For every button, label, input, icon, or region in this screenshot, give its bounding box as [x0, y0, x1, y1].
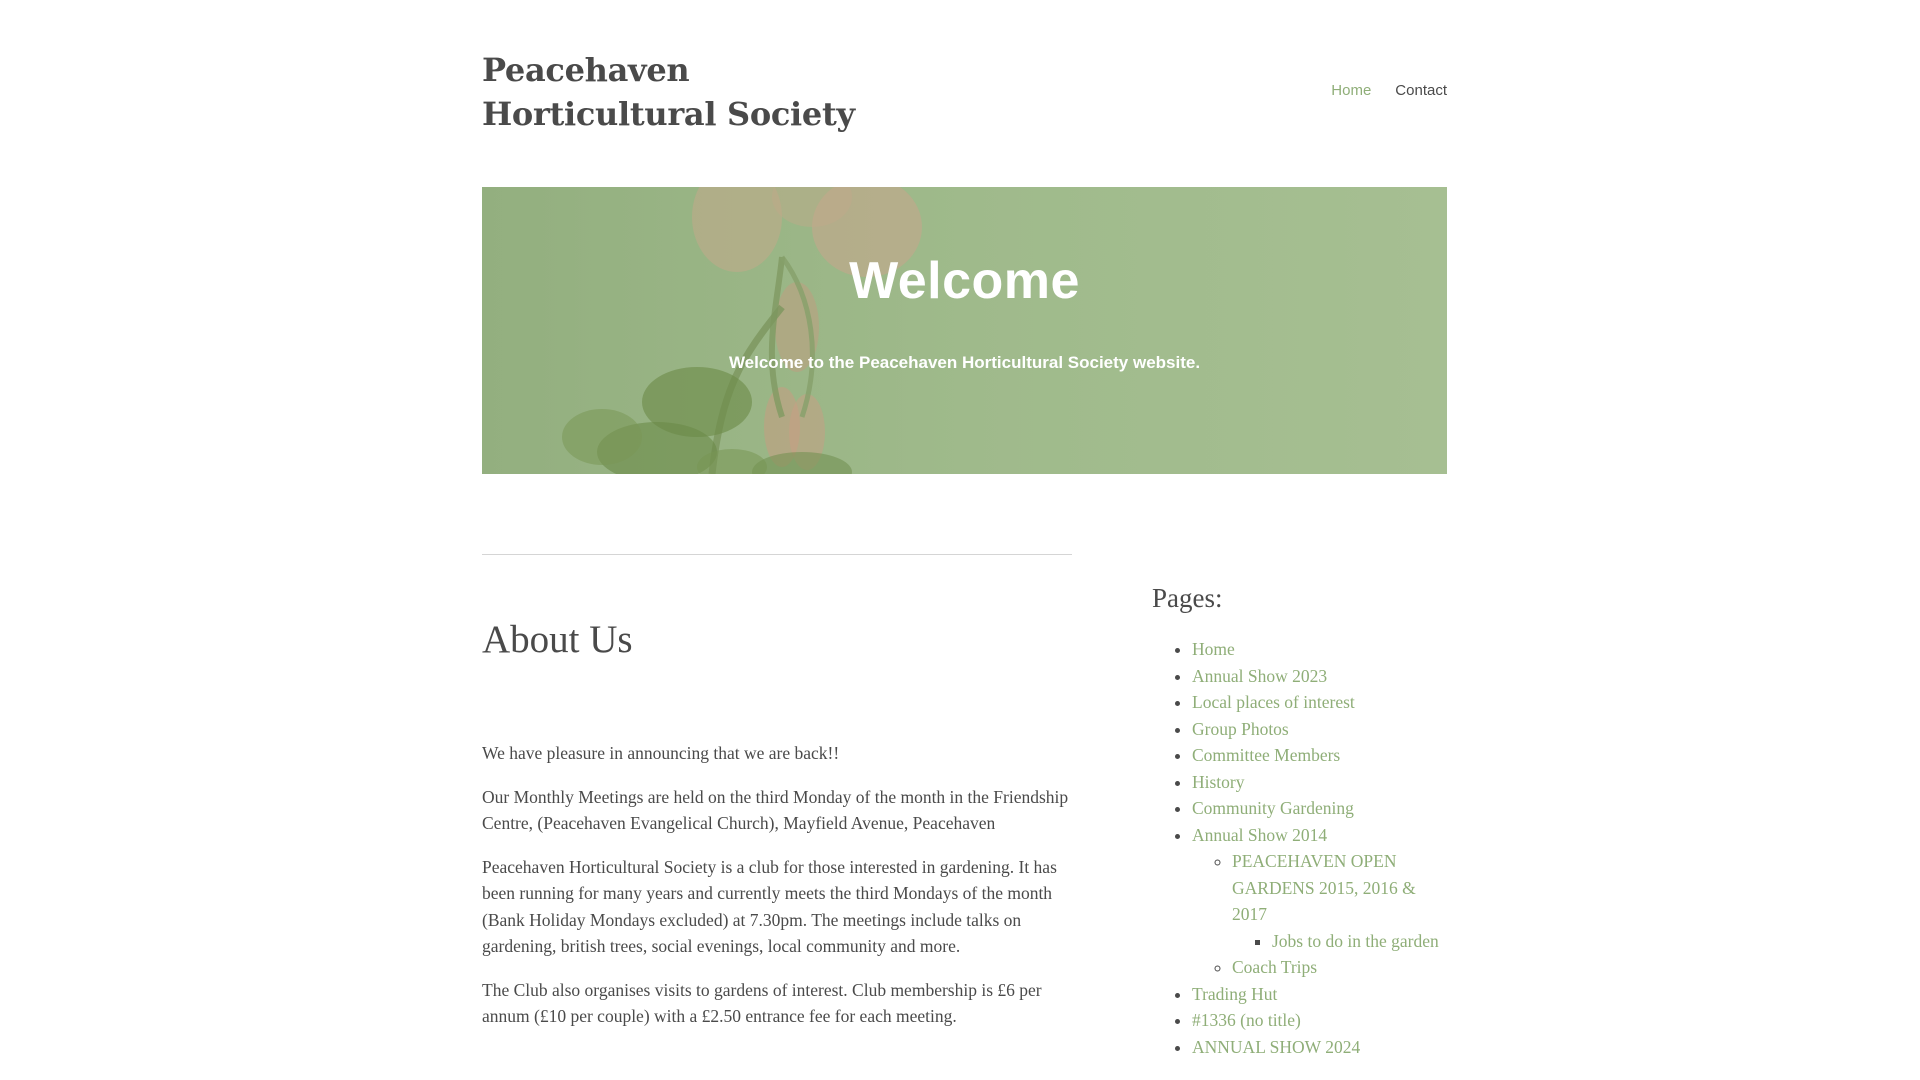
nav-contact-link[interactable]: Contact [1395, 82, 1447, 99]
page-link-community-gardening[interactable]: Community Gardening [1192, 798, 1354, 818]
sidebar-title: Pages: [1152, 583, 1223, 613]
sidebar [1152, 578, 1452, 1060]
paragraph: Our Monthly Meetings are held on the third Monday of the month in the Friendship Centre, (Peacehaven Evangelical Church), Mayfield Avenue, Peacehaven [482, 786, 1069, 833]
pages-sublist [1192, 848, 1452, 981]
page-link-home[interactable]: Home [1192, 639, 1235, 659]
list-item [1192, 1034, 1452, 1061]
list-item [1192, 742, 1452, 769]
hero-subtitle: Welcome to the Peacehaven Horticultural Society website. [728, 353, 1201, 372]
list-item [1232, 954, 1452, 981]
page-link-annual-show-2023[interactable]: Annual Show 2023 [1192, 665, 1328, 686]
page-link-committee-members[interactable]: Committee Members [1192, 745, 1341, 765]
page-link-trading-hut[interactable]: Trading Hut [1192, 983, 1278, 1004]
list-item [1192, 1007, 1452, 1034]
hero-banner [482, 187, 1447, 474]
paragraph: Peacehaven Horticultural Society is a club for those interested in gardening. It has been running for many years and currently meets the third Mondays of the month (Bank Holiday Mondays excluded) at 7.30pm. The meetings include talks on gardening, british trees, social evenings, local community and more. [482, 856, 1057, 956]
page-link-annual-show-2024[interactable]: ANNUAL SHOW 2024 [1192, 1036, 1361, 1057]
page-link-history[interactable]: History [1192, 771, 1245, 792]
pages-list [1152, 636, 1452, 1060]
site-title[interactable] [482, 48, 855, 136]
about-us-body [482, 740, 1072, 1047]
pages-sublist [1232, 928, 1452, 955]
site-title-line-1[interactable]: Peacehaven [482, 51, 690, 89]
page-link-annual-show-2014[interactable]: Annual Show 2014 [1192, 824, 1328, 845]
list-item [1192, 663, 1452, 690]
page-link-local-places[interactable]: Local places of interest [1192, 692, 1355, 712]
list-item [1232, 848, 1452, 954]
top-nav [1331, 82, 1447, 99]
hero-title: Welcome [849, 252, 1080, 310]
list-item [1192, 689, 1452, 716]
page-link-group-photos[interactable]: Group Photos [1192, 718, 1289, 739]
page-link-no-title[interactable]: #1336 (no title) [1192, 1010, 1301, 1030]
page-link-jobs-garden[interactable]: Jobs to do in the garden [1272, 930, 1439, 951]
list-item [1272, 928, 1452, 955]
list-item [1192, 795, 1452, 822]
paragraph: We have pleasure in announcing that we are back!! [482, 743, 840, 763]
page-link-coach-trips[interactable]: Coach Trips [1232, 957, 1318, 977]
about-us-title: About Us [482, 618, 633, 661]
paragraph: The Club also organises visits to gardens of interest. Club membership is £6 per annum (£10 per couple) with a £2.50 entrance fee for each meeting. [482, 979, 1042, 1026]
list-item [1192, 822, 1452, 981]
nav-home-link[interactable]: Home [1331, 82, 1372, 99]
flower-background-image [482, 187, 1447, 474]
content-divider [482, 554, 1072, 555]
page-link-open-gardens[interactable]: PEACEHAVEN OPEN GARDENS 2015, 2016 & 2017 [1232, 851, 1416, 924]
site-header [482, 48, 1447, 138]
list-item [1192, 769, 1452, 796]
list-item [1192, 636, 1452, 663]
list-item [1192, 981, 1452, 1008]
list-item [1192, 716, 1452, 743]
site-title-line-2[interactable]: Horticultural Society [482, 95, 855, 133]
